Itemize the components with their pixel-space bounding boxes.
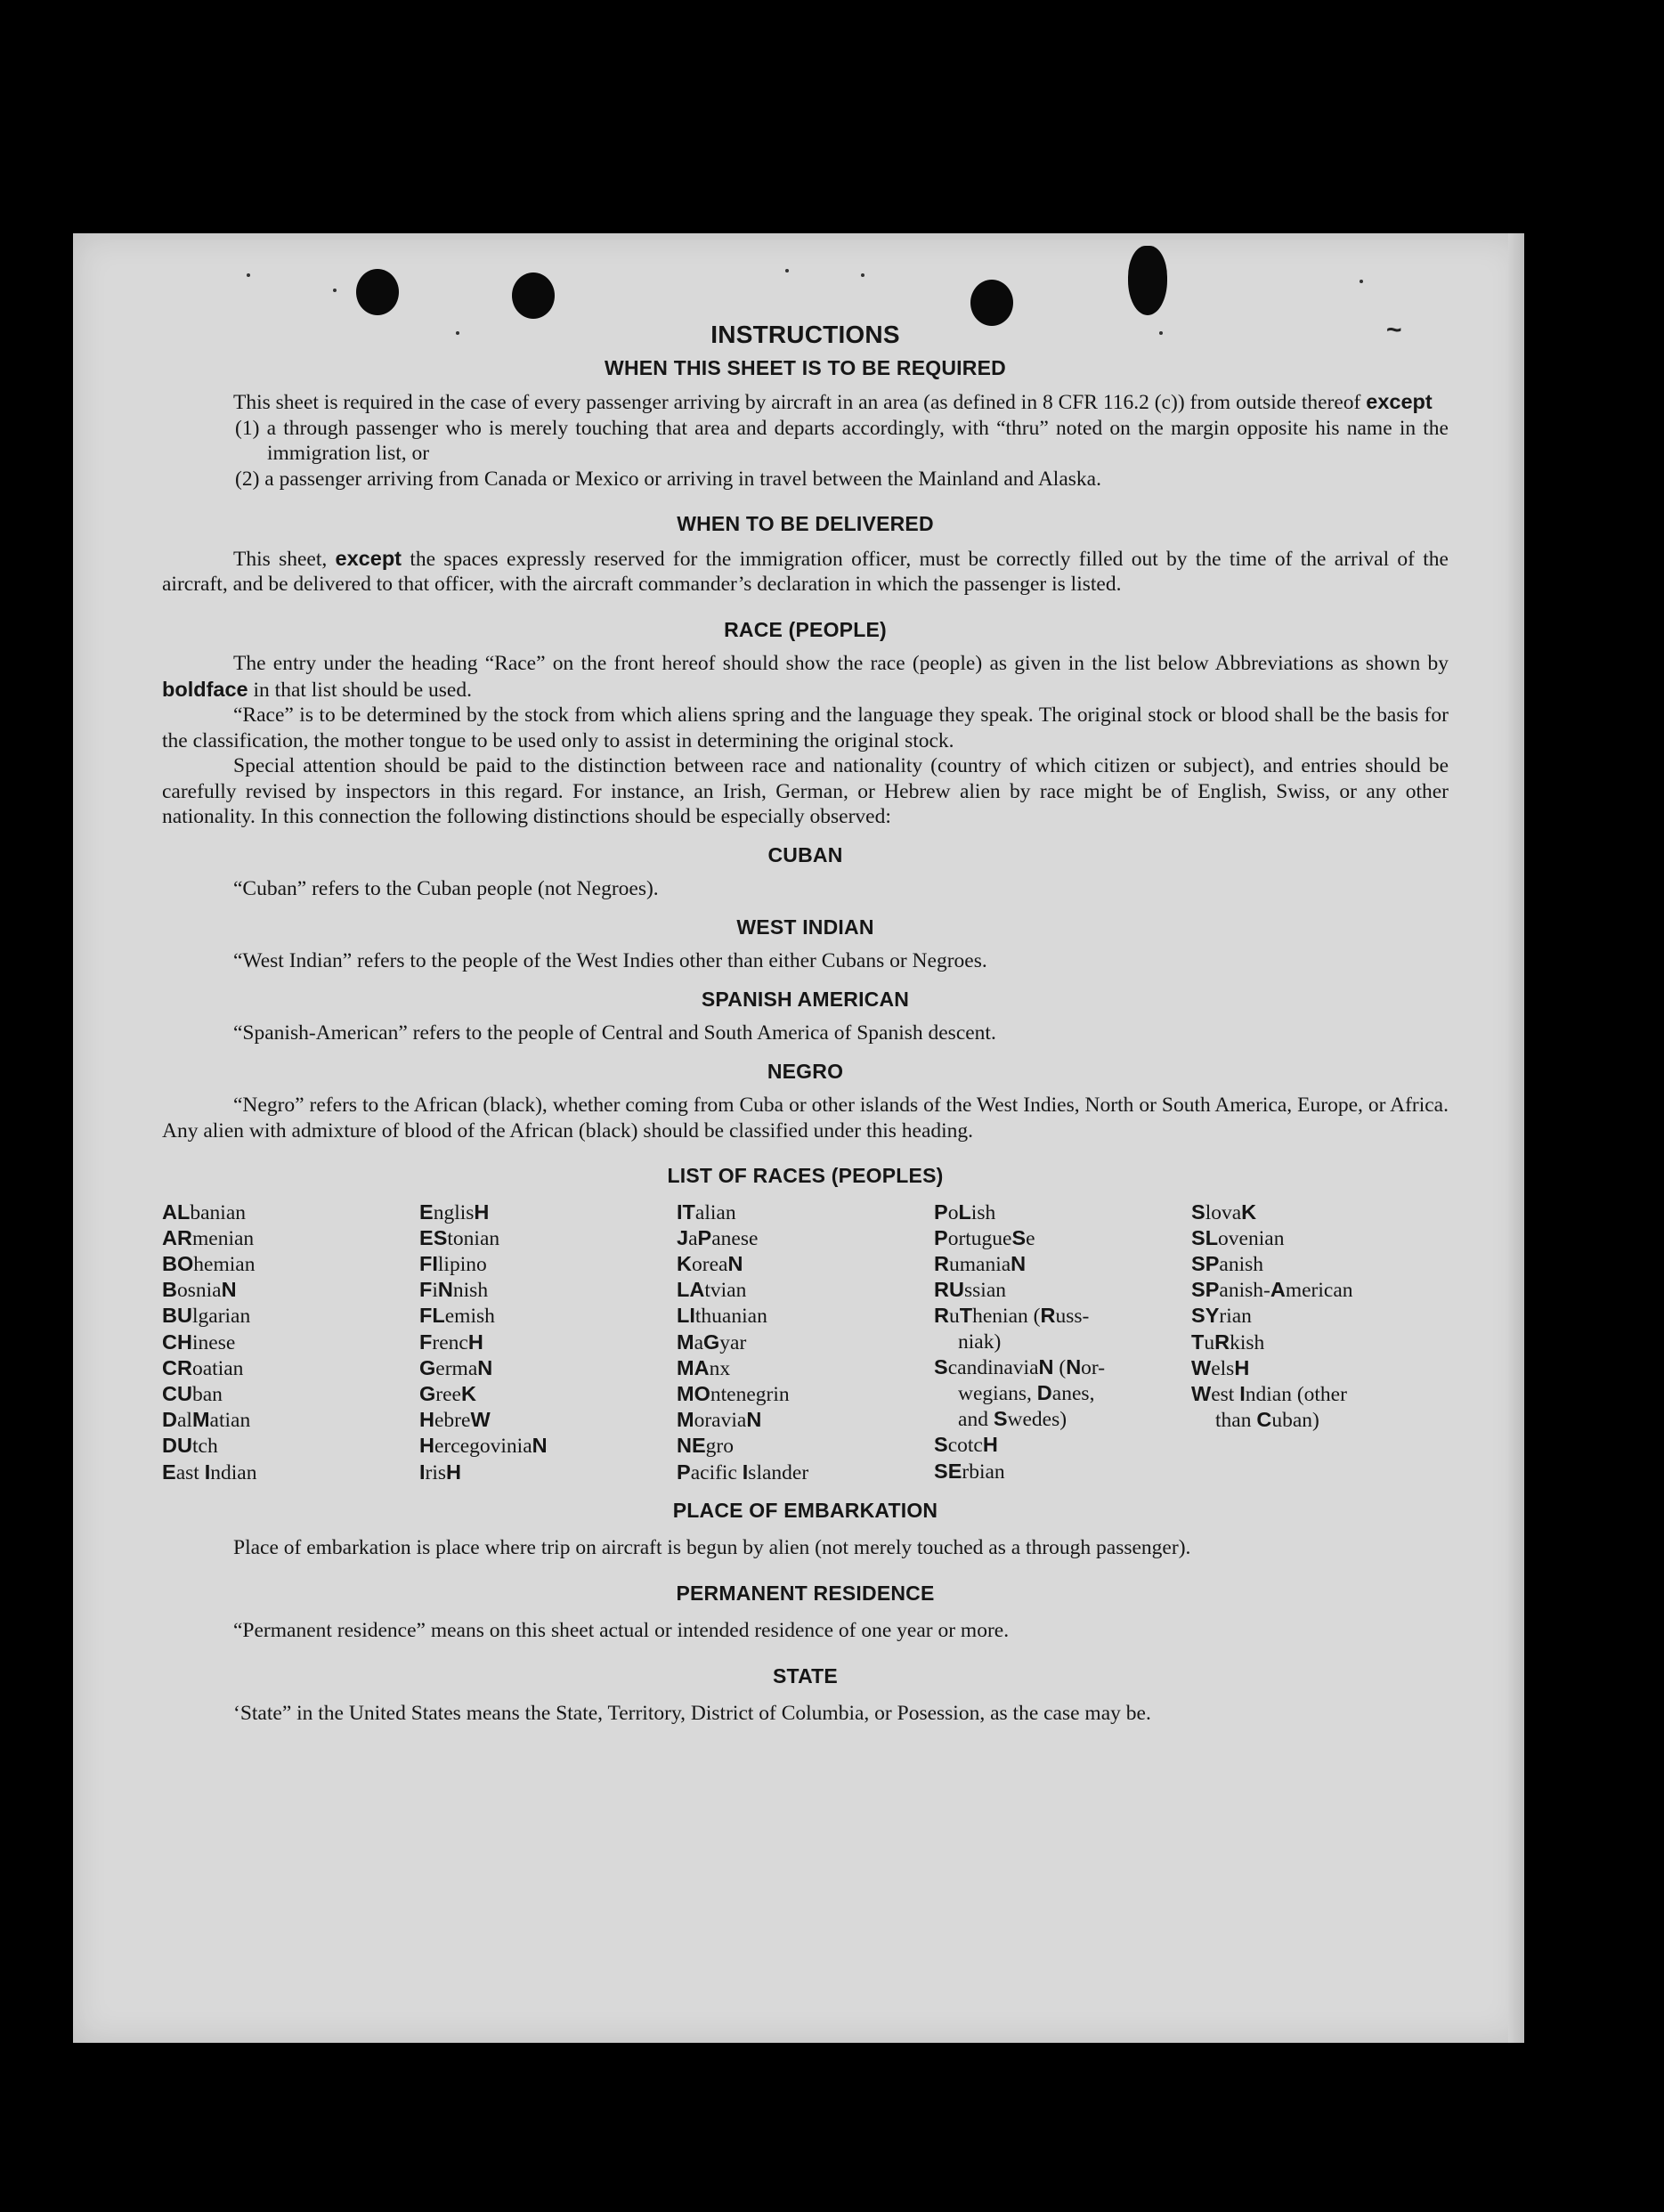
paragraph: “Negro” refers to the African (black), whether coming from Cuba or other islands of the West Indies, North or South America, Europe, or Africa. Any alien with admixture of blood of the African (black) should be classified under this heading. <box>162 1094 1449 1143</box>
document-page <box>73 233 1524 2043</box>
paragraph: The entry under the heading “Race” on the front hereof should show the race (people) as given in the list below Abbreviations as shown by boldface in that list should be used. <box>162 652 1449 702</box>
race-item: ITalian <box>677 1200 736 1224</box>
paragraph: “Cuban” refers to the Cuban people (not Negroes). <box>233 877 659 900</box>
punch-hole <box>512 272 555 319</box>
margin-mark: ~ <box>1386 315 1402 345</box>
race-item: HebreW <box>419 1408 491 1433</box>
race-item: TuRkish <box>1191 1330 1265 1354</box>
paragraph: “West Indian” refers to the people of the West Indies other than either Cubans or Negroes. <box>233 949 987 972</box>
paragraph: This sheet, except the spaces expressly reserved for the immigration officer, must be correctly filled out by the time of the arrival of the aircraft, and be delivered to that officer, with the aircraft commander’s declaration in which the passenger is listed. <box>162 546 1449 596</box>
section-heading: PLACE OF EMBARKATION <box>672 1498 938 1522</box>
race-item: MAnx <box>677 1355 731 1380</box>
page-edge <box>1508 233 1524 2043</box>
race-item: SLovenian <box>1191 1225 1285 1250</box>
race-item: than Cuban) <box>1215 1408 1319 1433</box>
race-item: JaPanese <box>677 1225 759 1250</box>
section-heading: LIST OF RACES (PEOPLES) <box>667 1164 944 1187</box>
race-item: FiNnish <box>419 1278 489 1303</box>
paragraph: “Permanent residence” means on this sheet actual or intended residence of one year or more. <box>233 1619 1010 1643</box>
race-item: DUtch <box>162 1434 218 1459</box>
paragraph: Place of embarkation is place where trip on aircraft is begun by alien (not merely touched as a through passenger). <box>233 1536 1191 1560</box>
race-item: ScandinaviaN (Nor- <box>934 1354 1106 1379</box>
race-item: SErbian <box>934 1459 1005 1484</box>
race-item: FLemish <box>419 1304 495 1329</box>
race-item: LAtvian <box>677 1278 747 1303</box>
section-heading: WHEN THIS SHEET IS TO BE REQUIRED <box>605 355 1006 379</box>
race-item: GermaN <box>419 1355 493 1380</box>
race-column <box>677 1200 934 1485</box>
paragraph: “Race” is to be determined by the stock from which aliens spring and the language they speak. The original stock or blood shall be the basis for the classification, the mother tongue to be used only to assist in determining the original stock. <box>162 703 1449 752</box>
race-item: niak) <box>958 1330 1002 1354</box>
race-column <box>934 1200 1191 1485</box>
race-item: BOhemian <box>162 1251 256 1276</box>
race-item: BUlgarian <box>162 1304 251 1329</box>
section-heading: SPANISH AMERICAN <box>701 987 910 1011</box>
race-item: SlovaK <box>1191 1200 1257 1224</box>
section-heading: WEST INDIAN <box>736 915 874 939</box>
race-item: MoraviaN <box>677 1408 762 1433</box>
section-heading: WHEN TO BE DELIVERED <box>677 512 934 535</box>
race-column <box>419 1200 677 1485</box>
race-item: GreeK <box>419 1381 476 1406</box>
race-item: MOntenegrin <box>677 1381 790 1406</box>
paragraph: ‘State” in the United States means the State, Territory, District of Columbia, or Posession, as the case may be. <box>233 1702 1151 1726</box>
race-item: CUban <box>162 1381 223 1406</box>
speck <box>1360 280 1363 283</box>
race-item: NEgro <box>677 1434 734 1459</box>
race-item: ScotcH <box>934 1433 998 1458</box>
race-item: CHinese <box>162 1330 236 1354</box>
race-column <box>162 1200 419 1485</box>
race-item: EnglisH <box>419 1200 490 1224</box>
paragraph: Special attention should be paid to the distinction between race and nationality (country of which citizen or subject), and entries should be carefully revised by inspectors in this regard. For instance, an Irish, German, or Hebrew alien by race might be of English, Swiss, or any other nationality. In this connection the following distinctions should be especially observed: <box>162 754 1449 828</box>
list-item: (2) a passenger arriving from Canada or Mexico or arriving in travel between the Mainland and Alaska. <box>235 467 1101 491</box>
punch-hole <box>970 280 1013 326</box>
race-item: FrencH <box>419 1330 483 1354</box>
section-heading: RACE (PEOPLE) <box>724 617 887 641</box>
race-item: PoLish <box>934 1200 996 1224</box>
race-item: MaGyar <box>677 1330 747 1354</box>
punch-hole <box>1128 246 1167 315</box>
race-item: KoreaN <box>677 1251 743 1276</box>
race-item: FIlipino <box>419 1251 487 1276</box>
speck <box>785 269 789 272</box>
race-item: wegians, Danes, <box>958 1380 1095 1405</box>
race-item: BosniaN <box>162 1278 237 1303</box>
race-item: SPanish <box>1191 1251 1263 1276</box>
race-item: EStonian <box>419 1225 500 1250</box>
race-item: CRoatian <box>162 1355 244 1380</box>
race-list <box>162 1200 1449 1485</box>
paragraph: “Spanish-American” refers to the people of Central and South America of Spanish descent. <box>233 1021 996 1045</box>
race-item: and Swedes) <box>958 1407 1067 1432</box>
race-item: IrisH <box>419 1460 462 1484</box>
race-column <box>1191 1200 1449 1485</box>
race-item: WelsH <box>1191 1355 1250 1380</box>
speck <box>247 273 250 277</box>
page-title: INSTRUCTIONS <box>710 321 900 348</box>
race-item: SYrian <box>1191 1304 1252 1329</box>
race-item: LIthuanian <box>677 1304 767 1329</box>
race-item: RUssian <box>934 1278 1006 1303</box>
race-item: ALbanian <box>162 1200 246 1224</box>
speck <box>333 289 337 292</box>
speck <box>861 273 864 277</box>
race-item: East Indian <box>162 1460 257 1484</box>
race-item: HercegoviniaN <box>419 1434 548 1459</box>
section-heading: PERMANENT RESIDENCE <box>676 1581 935 1605</box>
paragraph: This sheet is required in the case of every passenger arriving by aircraft in an area (as defined in 8 CFR 116.2 (c)) from outside thereof except <box>233 390 1433 414</box>
race-item: ARmenian <box>162 1225 255 1250</box>
race-item: SPanish-American <box>1191 1278 1353 1303</box>
section-heading: STATE <box>773 1663 838 1687</box>
punch-hole <box>356 269 399 315</box>
race-item: RumaniaN <box>934 1251 1027 1276</box>
race-item: PortugueSe <box>934 1225 1035 1250</box>
section-heading: NEGRO <box>767 1059 844 1083</box>
list-item: (1) a through passenger who is merely touching that area and departs accordingly, with “thru” noted on the margin opposite his name in the immigration list, or <box>235 416 1449 465</box>
instructions-body <box>162 322 1449 1727</box>
race-item: West Indian (other <box>1191 1381 1347 1406</box>
section-heading: CUBAN <box>767 842 843 866</box>
race-item: DalMatian <box>162 1408 251 1433</box>
race-item: RuThenian (Russ- <box>934 1304 1090 1329</box>
race-item: Pacific Islander <box>677 1460 809 1484</box>
